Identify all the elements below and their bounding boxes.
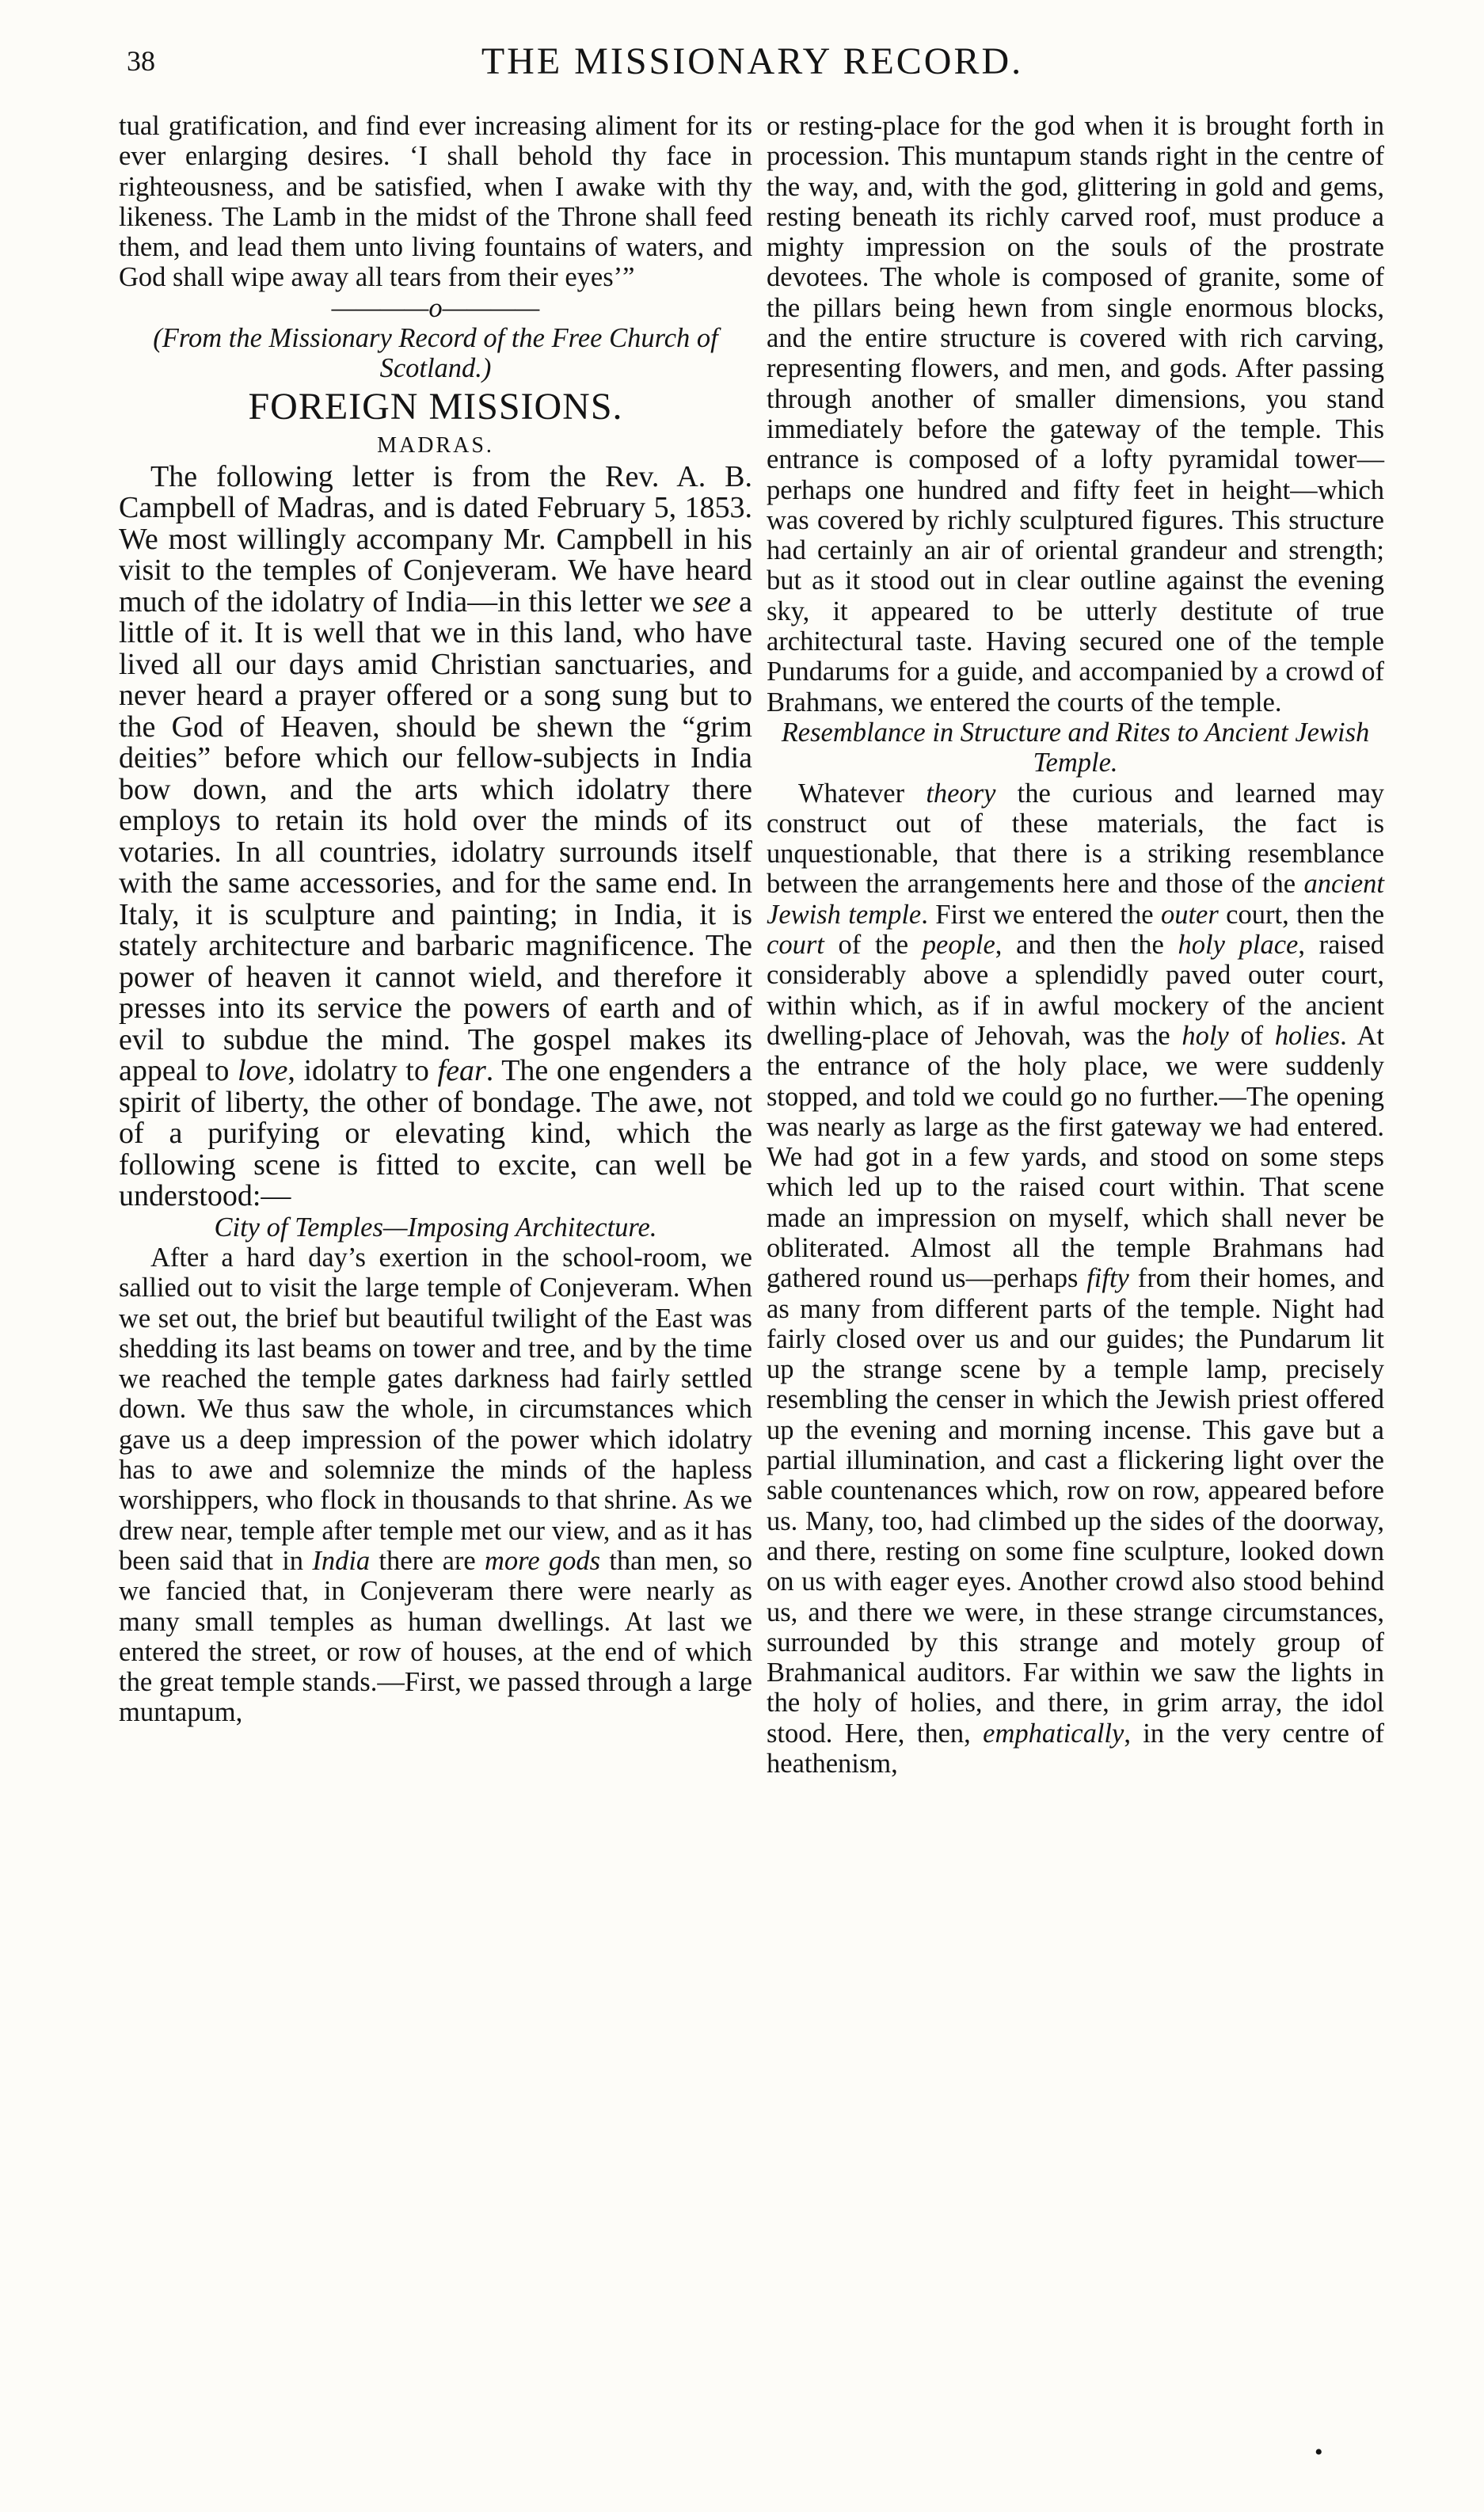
running-title: THE MISSIONARY RECORD. (481, 40, 1024, 82)
body-paragraph: or resting-place for the god when it is brought forth in procession. This muntapum stands right in the centre of the way, and, with the god, glittering in gold and gems, resting beneath its richly carved roof, must produce a mighty impression on the souls of the prostrate devotees. The whole is composed of granite, some of the pillars being hewn from single enormous blocks, and the entire structure is covered with rich carving, representing flowers, and men, and gods. After passing through another of smaller dimensions, you stand immediately before the gateway of the temple. This entrance is composed of a lofty pyramidal tower—perhaps one hundred and fifty feet in height—which was covered by richly sculptured figures. This structure had certainly an air of oriental grandeur and strength; but as it stood out in clear outline against the evening sky, it appeared to be utterly destitute of true architectural taste. Having secured one of the temple Pundarums for a guide, and accompanied by a crowd of Brahmans, we entered the courts of the temple. (767, 111, 1384, 717)
left-column (119, 111, 752, 1728)
right-column (767, 111, 1384, 1779)
source-note: (From the Missionary Record of the Free Church of Scotland.) (153, 323, 718, 384)
page-mark: • (1315, 2439, 1323, 2465)
body-paragraph: After a hard day’s exertion in the school-room, we sallied out to visit the large temple of Conjeveram. When we set out, the brief but beautiful twilight of the East was shedding its last beams on tower and tree, and by the time we reached the temple gates darkness had fairly settled down. We thus saw the whole, in circumstances which gave us a deep impression of the power which idolatry has to awe and solemnize the minds of the hapless worshippers, who flock in thousands to that shrine. As we drew near, temple after temple met our view, and as it has been said that in India there are more gods than men, so we fancied that, in Conjeveram there were nearly as many small temples as human dwellings. At last we entered the street, or row of houses, at the end of which the great temple stands.—First, we passed through a large muntapum, (119, 1242, 752, 1728)
subheading-resemblance: Resemblance in Structure and Rites to Ancient Jewish Temple. (781, 717, 1370, 778)
subheading-city-of-temples: City of Temples—Imposing Architecture. (214, 1212, 657, 1243)
intro-paragraph: The following letter is from the Rev. A. B. Campbell of Madras, and is dated February 5, 1853. We most willingly accompany Mr. Campbell in his visit to the temples of Conjeveram. We have heard much of the idolatry of India—in this letter we see a little of it. It is well that we in this land, who have lived all our days amid Christian sanctuaries, and never heard a prayer offered or a song sung but to the God of Heaven, should be shewn the “grim deities” before which our fellow-subjects in India bow down, and the arts which idolatry there employs to retain its hold over the minds of its votaries. In all countries, idolatry surrounds itself with the same accessories, and for the same end. In Italy, it is sculpture and painting; in India, it is stately architecture and barbaric magnificence. The power of heaven it cannot wield, and therefore it presses into its service the powers of earth and of evil to subdue the mind. The gospel makes its appeal to love, idolatry to fear. The one engenders a spirit of liberty, the other of bondage. The awe, not of a purifying or elevating kind, which the following scene is fitted to excite, can well be understood:— (119, 459, 752, 1213)
section-title: FOREIGN MISSIONS. (248, 385, 623, 428)
section-divider: ————o———— (331, 292, 540, 323)
body-paragraph: Whatever theory the curious and learned may construct out of these materials, the fact is unquestionable, that there is a striking resemblance between the arrangements here and those of the ancient Jewish temple. First we entered the outer court, then the court of the people, and then the holy place, raised considerably above a splendidly paved outer court, within which, as if in awful mockery of the ancient dwelling-place of Jehovah, was the holy of holies. At the entrance of the holy place, we were suddenly stopped, and told we could go no further.—The opening was nearly as large as the first gateway we had entered. We had got in a few yards, and stood on some steps which led up to the raised court within. That scene made an impression on myself, which shall never be obliterated. Almost all the temple Brahmans had gathered round us—perhaps fifty from their homes, and as many from different parts of the temple. Night had fairly closed over us and our guides; the Pundarum lit up the strange scene by a temple lamp, precisely resembling the censer in which the Jewish priest offered up the evening and morning incense. This gave but a partial illumination, and cast a flickering light over the sable countenances which, row on row, appeared before us. Many, too, had climbed up the sides of the doorway, and there, resting on some fine sculpture, looked down on us with eager eyes. Another crowd also stood behind us, and there we were, in these strange circumstances, surrounded by this strange and motely group of Brahmanical auditors. Far within we saw the lights in the holy of holies, and there, in grim array, the idol stood. Here, then, emphatically, in the very centre of heathenism, (767, 778, 1385, 1779)
closing-paragraph: tual gratification, and find ever increasing aliment for its ever enlarging desires. ‘I shall behold thy face in righteousness, and be satisfied, when I awake with thy likeness. The Lamb in the midst of the Throne shall feed them, and lead them unto living fountains of waters, and God shall wipe away all tears from their eyes’” (119, 111, 752, 293)
subsection-title: MADRAS. (377, 432, 494, 458)
page-number: 38 (127, 45, 155, 77)
page-header (127, 33, 1378, 97)
